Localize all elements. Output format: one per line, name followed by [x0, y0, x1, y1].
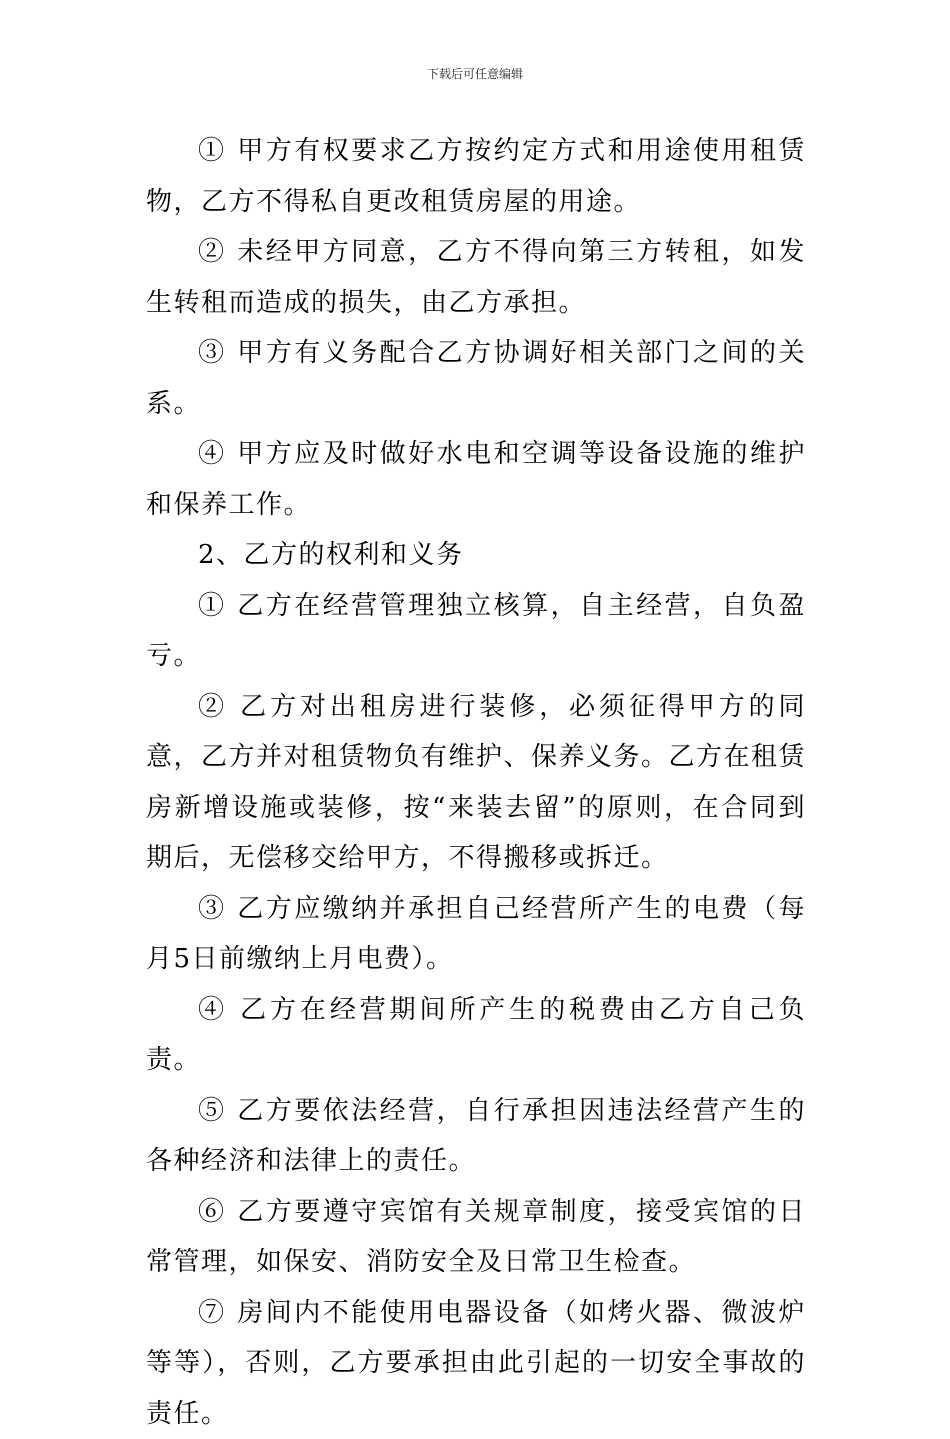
- clause-party-b-5: ⑤ 乙方要依法经营，自行承担因违法经营产生的各种经济和法律上的责任。: [146, 1086, 806, 1187]
- document-body: [146, 126, 806, 1439]
- clause-party-b-2: ② 乙方对出租房进行装修，必须征得甲方的同意，乙方并对租赁物负有维护、保养义务。乙方在租赁房新增设施或装修，按“来装去留”的原则，在合同到期后，无偿移交给甲方，不得搬移或拆迁。: [146, 682, 806, 884]
- clause-party-b-6: ⑥ 乙方要遵守宾馆有关规章制度，接受宾馆的日常管理，如保安、消防安全及日常卫生检查。: [146, 1187, 806, 1288]
- page-header-note: 下载后可任意编辑: [0, 66, 950, 82]
- clause-party-b-1: ① 乙方在经营管理独立核算，自主经营，自负盈亏。: [146, 581, 806, 682]
- clause-party-a-4: ④ 甲方应及时做好水电和空调等设备设施的维护和保养工作。: [146, 429, 806, 530]
- clause-party-a-1: ① 甲方有权要求乙方按约定方式和用途使用租赁物，乙方不得私自更改租赁房屋的用途。: [146, 126, 806, 227]
- clause-party-a-3: ③ 甲方有义务配合乙方协调好相关部门之间的关系。: [146, 328, 806, 429]
- clause-party-a-2: ② 未经甲方同意，乙方不得向第三方转租，如发生转租而造成的损失，由乙方承担。: [146, 227, 806, 328]
- section-heading-party-b: 2、乙方的权利和义务: [146, 530, 806, 581]
- clause-party-b-4: ④ 乙方在经营期间所产生的税费由乙方自己负责。: [146, 985, 806, 1086]
- clause-party-b-3: ③ 乙方应缴纳并承担自己经营所产生的电费（每月5日前缴纳上月电费）。: [146, 884, 806, 985]
- clause-party-b-7: ⑦ 房间内不能使用电器设备（如烤火器、微波炉等等），否则，乙方要承担由此引起的一切安全事故的责任。: [146, 1288, 806, 1439]
